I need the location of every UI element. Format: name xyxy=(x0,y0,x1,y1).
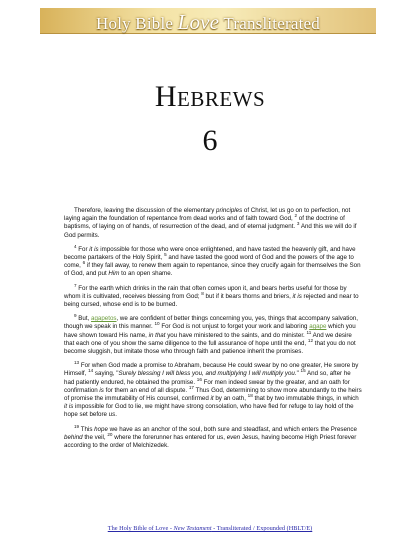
verse-number: 8 xyxy=(201,290,204,296)
verse-number: 10 xyxy=(154,321,160,327)
verse-text: . xyxy=(115,411,118,419)
verse-number: 4 xyxy=(74,243,77,249)
verse-text: And we desire that each one of you show the same diligence to the full assurance of hope until the end, xyxy=(64,331,352,347)
italic-text: is xyxy=(99,386,104,394)
italic-text: it is xyxy=(89,245,99,253)
italic-text: in that xyxy=(148,331,166,339)
footer-part1[interactable]: The Holy Bible of Love - xyxy=(107,525,174,532)
page-footer[interactable] xyxy=(0,525,420,532)
verse-text: Therefore, leaving the discussion of the elementary xyxy=(74,207,217,214)
italic-text: Surely blessing I will bless you, and multiplying I will multiply you. xyxy=(118,370,297,378)
italic-text: principles xyxy=(216,207,243,214)
verse-text: the veil, xyxy=(82,433,108,441)
italic-text: is xyxy=(185,323,191,331)
verse-text: And so, after he had patiently endured, he obtained the promise. xyxy=(64,370,351,386)
verse-text: saying, " xyxy=(93,370,119,378)
verse-paragraph xyxy=(64,423,362,451)
verse-text: where the forerunner has entered for us, xyxy=(112,433,227,441)
verse-paragraph xyxy=(64,362,362,419)
verse-text: of the doctrine of baptisms, of laying on of hands, of resurrection of the dead, and of eternal judgment. xyxy=(64,215,345,231)
verse-text: but if it bears thorns and briers, xyxy=(203,292,293,300)
verse-text: that by two immutable things, in which xyxy=(252,395,359,403)
verse-paragraph xyxy=(64,315,362,356)
verse-text: " xyxy=(296,370,301,378)
verse-paragraph xyxy=(64,282,362,310)
banner-love: Love xyxy=(177,10,220,34)
verse-text: For men indeed swear by the greater, and an oath for confirmation xyxy=(64,378,350,394)
verse-text: For God xyxy=(159,323,186,331)
verse-text: For the earth which drinks in the rain that often comes upon it, and bears herbs useful for those by whom it is cultivated, receives blessing from God; xyxy=(64,284,347,300)
italic-text: it xyxy=(210,395,214,403)
verse-number: 6 xyxy=(82,260,86,266)
footer-part2[interactable]: - Transliterated / Expounded (HBLT/E) xyxy=(211,525,313,532)
verse-text: if they fall away, to renew them again to repentance, since they crucify again for themselves the Son of God, and put xyxy=(64,262,361,278)
verse-text: This xyxy=(79,425,95,433)
italic-text: us xyxy=(108,411,116,419)
verse-text: to an open shame. xyxy=(119,270,173,278)
title-banner xyxy=(40,8,376,34)
banner-part1: Holy Bible xyxy=(96,14,178,33)
italic-text: behind xyxy=(64,433,83,441)
book-title: Hebrews xyxy=(154,80,266,113)
verse-number: 16 xyxy=(196,376,202,382)
verse-text: by an oath, xyxy=(213,395,248,403)
banner-title xyxy=(40,10,376,35)
verse-text: impossible for God to lie, we might have strong consolation, who have fled for refuge to lay hold of the hope set before xyxy=(64,403,354,419)
banner-part2: Transliterated xyxy=(219,14,320,33)
verse-number: 12 xyxy=(307,337,314,343)
verse-number: 5 xyxy=(164,251,167,257)
verse-text: of Christ, let us go on to perfection, not laying again the foundation of repentance from dead works and of faith toward God, xyxy=(64,207,351,223)
verse-text: , we are confident of better things concerning you, yes, things that accompany salvation, though we speak in this manner. xyxy=(64,315,358,331)
chapter-number: 6 xyxy=(202,124,218,157)
verse-number: 3 xyxy=(296,221,300,227)
italic-text: even xyxy=(226,433,241,441)
verse-text: Jesus, having become High Priest forever according to the order of Melchizedek. xyxy=(64,433,357,450)
verse-number: 18 xyxy=(247,393,253,398)
verse-text: that you do not become sluggish, but imitate those who through faith and patience inherit the promises. xyxy=(64,339,356,356)
verse-text: we have as an anchor of the soul, both sure and steadfast, and which enters the Presence xyxy=(107,425,357,433)
verse-number: 11 xyxy=(306,329,312,335)
verse-text: For xyxy=(76,245,90,253)
italic-text: it is xyxy=(292,292,302,300)
verse-text: not unjust to forget your work and laboring xyxy=(190,323,310,331)
verse-text: Thus God, determining to show more abundantly to the heirs of promise the immutability of His counsel, confirmed xyxy=(64,386,362,403)
verse-number: 19 xyxy=(74,423,80,429)
verse-text: rejected and near to being cursed, whose end is to be burned. xyxy=(64,292,359,309)
verse-number: 13 xyxy=(74,360,80,366)
verse-text: for them an end of all dispute. xyxy=(103,386,189,394)
verse-text: which you have shown toward His name, xyxy=(64,323,356,339)
verse-text: you have ministered to the saints, and do minister. xyxy=(165,331,307,339)
word-link[interactable]: agapetos xyxy=(91,315,117,323)
verse-text: And this we will do if God permits. xyxy=(64,223,357,239)
verse-number: 14 xyxy=(88,368,94,374)
verse-text: impossible for those who were once enlightened, and have tasted the heavenly gift, and have become partakers of the Holy Spirit, xyxy=(64,245,356,262)
verse-text: and have tasted the good word of God and the powers of the age to come, xyxy=(64,254,354,270)
verse-paragraph xyxy=(64,243,362,279)
italic-text: hope xyxy=(94,425,108,433)
italic-text: it is xyxy=(64,403,74,411)
verse-paragraph xyxy=(64,207,362,240)
verse-number: 9 xyxy=(74,313,77,319)
footer-nt[interactable]: New Testament xyxy=(173,525,212,532)
verse-number: 2 xyxy=(294,213,298,219)
verse-text: But, xyxy=(76,315,92,323)
italic-text: Him xyxy=(108,270,120,278)
chapter-text xyxy=(64,207,362,456)
verse-text: For when God made a promise to Abraham, because He could swear by no one greater, He swore by Himself, xyxy=(64,362,359,378)
verse-number: 17 xyxy=(188,384,194,390)
verse-number: 15 xyxy=(300,368,306,374)
word-link[interactable]: agape xyxy=(309,323,327,331)
verse-number: 7 xyxy=(74,282,77,288)
verse-number: 20 xyxy=(107,431,113,437)
